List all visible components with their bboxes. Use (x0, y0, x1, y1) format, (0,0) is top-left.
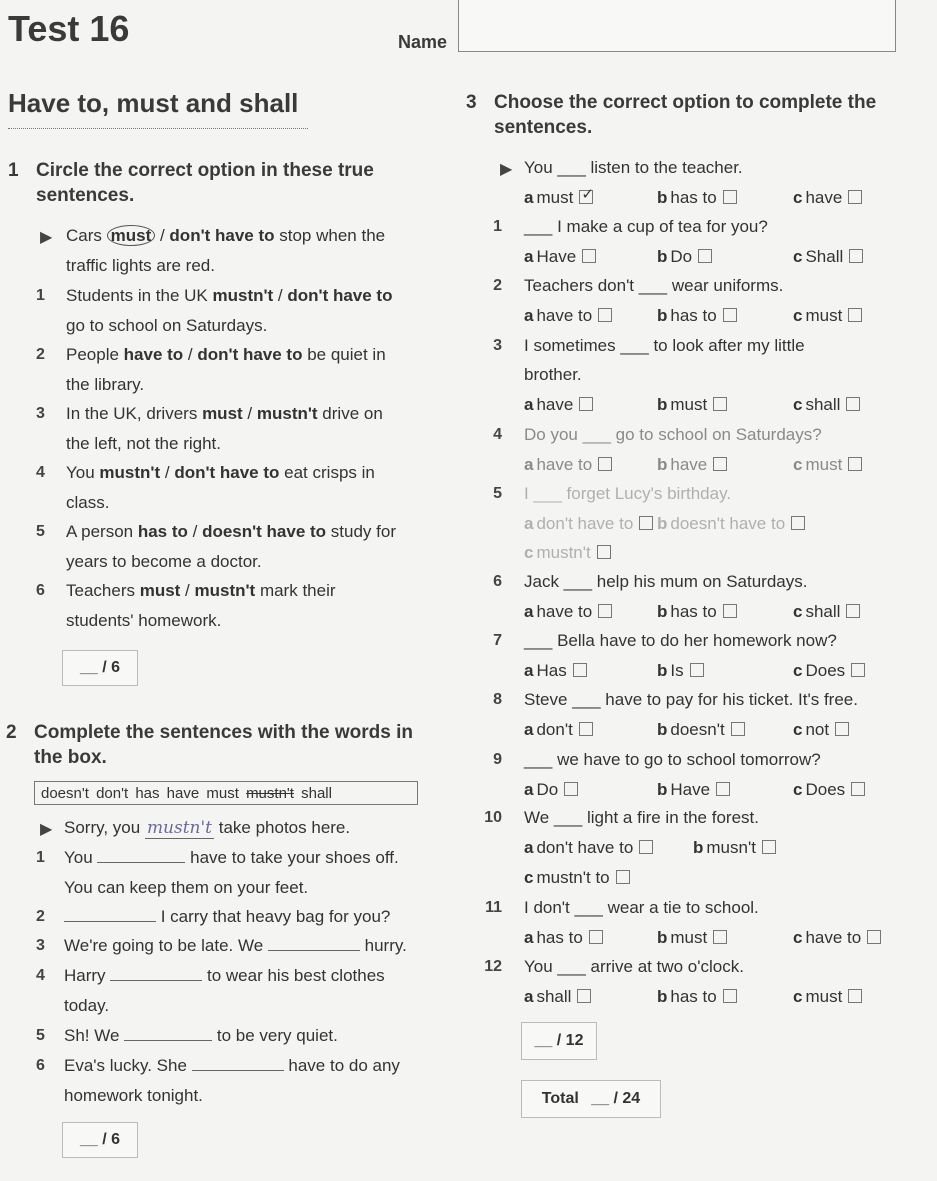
item-text: You mustn't / don't have to eat crisps in (66, 463, 375, 482)
item-text: I ___ forget Lucy's birthday. (524, 484, 732, 503)
word: don't (96, 785, 129, 802)
option-text: have (536, 395, 574, 414)
option-letter: b (657, 987, 668, 1006)
option-b[interactable] (657, 188, 737, 208)
option-letter: b (657, 455, 668, 474)
answer-blank[interactable] (97, 848, 185, 863)
option-letter: c (793, 395, 803, 414)
option-separator: / (273, 286, 288, 305)
checkbox-icon[interactable] (597, 545, 611, 559)
option-text: have (805, 188, 843, 207)
item-number: 7 (493, 632, 502, 649)
option-letter: a (524, 455, 534, 474)
q3-heading (466, 90, 906, 140)
q3-instruction-line1: Choose the correct option to complete the (494, 92, 877, 113)
checkbox-icon[interactable] (723, 989, 737, 1003)
checkbox-icon[interactable] (690, 663, 704, 677)
option-text: shall (805, 602, 841, 621)
option-letter: a (524, 247, 534, 266)
option-letter: c (793, 720, 803, 739)
option-b[interactable] (657, 602, 737, 622)
option-letter: b (657, 661, 668, 680)
option-a[interactable] (524, 514, 653, 534)
option-1[interactable]: must (202, 404, 243, 423)
item-number: 1 (36, 849, 45, 866)
checkbox-icon[interactable] (762, 840, 776, 854)
option-text: have to (536, 306, 593, 325)
item-text: We're going to be late. We hurry. (64, 936, 407, 955)
option-text: doesn't (670, 720, 725, 739)
q3-instruction-line2: sentences. (494, 117, 593, 138)
option-b[interactable] (657, 928, 727, 948)
option-text: has to (670, 306, 717, 325)
item-text: ___ Bella have to do her homework now? (524, 631, 837, 650)
example-arrow-icon: ▶ (40, 229, 53, 246)
item-text-line2: the left, not the right. (66, 434, 221, 453)
word: shall (301, 785, 332, 802)
option-c[interactable] (793, 780, 865, 800)
option-text: Do (536, 780, 559, 799)
option-b[interactable] (657, 455, 727, 475)
option-separator: / (180, 581, 195, 600)
option-letter: b (657, 247, 668, 266)
item-text-line2: the library. (66, 375, 145, 394)
option-text: must (536, 188, 574, 207)
option-text: has to (536, 928, 583, 947)
item-text: Jack ___ help his mum on Saturdays. (524, 572, 808, 591)
total-score: __ / 24 (591, 1090, 641, 1107)
checkbox-icon[interactable] (848, 457, 862, 471)
checkbox-icon[interactable] (716, 782, 730, 796)
item-text: Teachers must / mustn't mark their (66, 581, 336, 600)
answer-blank[interactable] (124, 1026, 212, 1041)
option-letter: b (657, 928, 668, 947)
item-number: 4 (36, 967, 45, 984)
option-b[interactable] (657, 514, 805, 534)
q2-instruction-line2: the box. (34, 747, 107, 768)
option-b[interactable] (657, 395, 727, 415)
item-number: 6 (36, 1057, 45, 1074)
option-2[interactable]: mustn't (256, 404, 318, 423)
item-text: Eva's lucky. She have to do any (64, 1056, 400, 1075)
word: doesn't (41, 785, 89, 802)
word-struck: mustn't (246, 785, 294, 802)
option-separator: / (187, 522, 203, 541)
item-number: 10 (484, 809, 502, 826)
option-letter: c (793, 780, 803, 799)
q1-heading (8, 158, 428, 208)
option-letter: a (524, 780, 534, 799)
option-letter: b (657, 514, 668, 533)
section-divider (8, 128, 308, 129)
q1-number: 1 (8, 160, 19, 181)
name-label: Name (398, 32, 448, 52)
q3-number: 3 (466, 92, 477, 113)
option-2[interactable]: don't have to (174, 463, 280, 482)
total-label: Total (541, 1090, 579, 1107)
option-c[interactable] (793, 247, 863, 267)
option-text: have to (536, 602, 593, 621)
checkbox-icon[interactable] (849, 249, 863, 263)
q1-instruction-line2: sentences. (36, 185, 135, 206)
option-text: Does (805, 661, 846, 680)
checkbox-icon[interactable] (598, 604, 612, 618)
item-number: 12 (484, 958, 502, 975)
option-letter: c (793, 602, 803, 621)
item-text: Students in the UK mustn't / don't have to (66, 286, 393, 305)
item-number: 2 (36, 908, 45, 925)
option-text: must (670, 928, 708, 947)
option-letter: a (524, 661, 534, 680)
option-separator: / (183, 345, 198, 364)
option-b[interactable] (657, 661, 704, 681)
item-text: Sh! We to be very quiet. (64, 1026, 338, 1045)
item-text: I sometimes ___ to look after my little (524, 336, 805, 355)
option-text: Shall (805, 247, 844, 266)
item-text-line2: homework tonight. (64, 1086, 203, 1105)
option-letter: c (793, 661, 803, 680)
item-text: In the UK, drivers must / mustn't drive on (66, 404, 383, 423)
checkbox-icon[interactable] (723, 604, 737, 618)
option-text: Have (536, 247, 577, 266)
q3-score-box: __ / 12 (521, 1022, 597, 1060)
option-c[interactable] (793, 720, 849, 740)
option-text: have to (805, 928, 862, 947)
option-letter: a (524, 928, 534, 947)
option-a[interactable] (524, 602, 612, 622)
item-text-line2: students' homework. (66, 611, 222, 630)
checkbox-icon[interactable] (846, 604, 860, 618)
answer-blank[interactable] (110, 966, 202, 981)
answer-blank[interactable] (64, 907, 156, 922)
example-arrow-icon: ▶ (500, 161, 513, 178)
answer-blank[interactable] (268, 936, 360, 951)
item-text: You ___ arrive at two o'clock. (524, 957, 744, 976)
option-c[interactable] (793, 395, 860, 415)
option-text: shall (536, 987, 572, 1006)
option-letter: b (657, 395, 668, 414)
checkbox-icon[interactable] (835, 722, 849, 736)
item-text: People have to / don't have to be quiet in (66, 345, 386, 364)
option-text: don't have to (536, 838, 634, 857)
item-number: 4 (493, 426, 502, 443)
option-text: have to (536, 455, 593, 474)
option-c[interactable] (793, 661, 865, 681)
option-letter: b (657, 188, 668, 207)
option-c[interactable] (793, 602, 860, 622)
option-text: musn't (706, 838, 756, 857)
option-letter: a (524, 720, 534, 739)
option-1[interactable]: mustn't (212, 286, 274, 305)
option-letter: a (524, 602, 534, 621)
option-b[interactable] (657, 247, 712, 267)
option-a[interactable] (524, 247, 596, 267)
word: must (206, 785, 239, 802)
checkbox-icon[interactable] (846, 397, 860, 411)
option-letter: c (793, 987, 803, 1006)
example-arrow-icon: ▶ (40, 821, 53, 838)
option-1[interactable]: has to (137, 522, 188, 541)
item-number: 6 (36, 582, 45, 599)
item-text: You ___ listen to the teacher. (524, 158, 743, 177)
q2-score-box: __ / 6 (62, 1122, 138, 1158)
option-c[interactable] (793, 455, 862, 475)
option-2[interactable]: don't have to (197, 345, 303, 364)
item-text: Teachers don't ___ wear uniforms. (524, 276, 784, 295)
option-text: mustn't (536, 543, 591, 562)
option-b[interactable] (693, 838, 776, 858)
option-text: don't (536, 720, 573, 739)
section-title: Have to, must and shall (8, 88, 299, 118)
checkbox-icon[interactable] (616, 870, 630, 884)
item-text: We ___ light a fire in the forest. (524, 808, 759, 827)
option-letter: c (793, 928, 803, 947)
item-number: 5 (36, 1027, 45, 1044)
circled-answer: must (107, 225, 156, 246)
option-letter: c (524, 543, 534, 562)
item-number: 9 (493, 751, 502, 768)
item-text: You have to take your shoes off. (64, 848, 399, 867)
option-b[interactable] (657, 987, 737, 1007)
checkbox-icon[interactable] (582, 249, 596, 263)
option-c[interactable] (793, 306, 862, 326)
item-text-line2: today. (64, 996, 110, 1015)
item-number: 3 (36, 405, 45, 422)
option-text: has to (670, 987, 717, 1006)
q2-number: 2 (6, 722, 17, 743)
option-c[interactable] (793, 188, 862, 208)
item-number: 5 (493, 485, 502, 502)
item-text-line2: You can keep them on your feet. (64, 878, 309, 897)
option-text: must (670, 395, 708, 414)
option-separator: / (242, 404, 257, 423)
option-text: shall (805, 395, 841, 414)
checkbox-icon[interactable] (713, 397, 727, 411)
item-text-line2: years to become a doctor. (66, 552, 262, 571)
option-c[interactable] (524, 543, 611, 563)
option-a[interactable] (524, 306, 612, 326)
option-a[interactable] (524, 188, 593, 208)
option-letter: a (524, 306, 534, 325)
option-letter: c (793, 306, 803, 325)
checkbox-icon[interactable] (731, 722, 745, 736)
item-text: Steve ___ have to pay for his ticket. It's free. (524, 690, 858, 709)
checkbox-icon[interactable] (848, 308, 862, 322)
option-text: must (805, 455, 843, 474)
option-b[interactable] (657, 780, 730, 800)
option-2[interactable]: doesn't have to (202, 522, 327, 541)
item-text: Harry to wear his best clothes (64, 966, 385, 985)
option-c[interactable] (793, 928, 881, 948)
option-letter: b (657, 780, 668, 799)
checkbox-icon[interactable] (598, 308, 612, 322)
option-letter: c (793, 247, 803, 266)
word: have (166, 785, 200, 802)
checkbox-icon[interactable] (791, 516, 805, 530)
item-number: 1 (493, 218, 502, 235)
item-text: ___ I make a cup of tea for you? (524, 217, 768, 236)
item-text: I carry that heavy bag for you? (64, 907, 390, 927)
option-text: Is (670, 661, 684, 680)
q2-instruction-line1: Complete the sentences with the words in (34, 722, 414, 743)
item-text-line2: go to school on Saturdays. (66, 316, 268, 335)
option-separator: / (160, 463, 175, 482)
q1-score-box: __ / 6 (62, 650, 138, 686)
checkbox-icon[interactable] (851, 782, 865, 796)
word-box (34, 781, 418, 805)
option-text: Has (536, 661, 567, 680)
option-a[interactable] (524, 661, 587, 681)
option-letter: c (793, 188, 803, 207)
option-text: Do (670, 247, 693, 266)
checkbox-icon[interactable] (573, 663, 587, 677)
name-field[interactable] (458, 0, 896, 52)
item-number: 8 (493, 691, 502, 708)
checkbox-icon[interactable] (723, 308, 737, 322)
checkbox-icon[interactable] (579, 722, 593, 736)
option-a[interactable] (524, 720, 593, 740)
option-2[interactable]: don't have to (287, 286, 393, 305)
option-text: mustn't to (536, 868, 610, 887)
checkbox-icon[interactable] (598, 457, 612, 471)
option-a[interactable] (524, 838, 653, 858)
checkbox-icon[interactable] (851, 663, 865, 677)
checkbox-icon[interactable] (639, 840, 653, 854)
option-letter: a (524, 395, 534, 414)
item-text: Do you ___ go to school on Saturdays? (524, 425, 822, 444)
item-number: 3 (36, 937, 45, 954)
checkbox-icon[interactable] (723, 190, 737, 204)
word: has (135, 785, 160, 802)
q2-heading (6, 720, 436, 770)
item-number: 6 (493, 573, 502, 590)
item-number: 3 (493, 337, 502, 354)
handwritten-answer: mustn't (146, 818, 213, 838)
option-b[interactable] (657, 720, 745, 740)
item-text-line2: class. (66, 493, 110, 512)
item-number: 1 (36, 287, 45, 304)
checkbox-icon[interactable] (639, 516, 653, 530)
option-letter: a (524, 987, 534, 1006)
option-text: not (805, 720, 830, 739)
option-a[interactable] (524, 928, 603, 948)
option-a[interactable] (524, 455, 612, 475)
checkbox-icon[interactable] (713, 457, 727, 471)
option-letter: c (524, 868, 534, 887)
item-number: 4 (36, 464, 45, 481)
option-a[interactable] (524, 987, 591, 1007)
option-text: Have (670, 780, 711, 799)
option-1[interactable]: must (139, 581, 181, 600)
checkbox-icon[interactable] (564, 782, 578, 796)
option-a[interactable] (524, 395, 593, 415)
item-text-line2: brother. (524, 365, 582, 384)
total-score-box (521, 1080, 661, 1118)
option-text: must (805, 987, 843, 1006)
checkbox-icon[interactable] (848, 989, 862, 1003)
item-number: 11 (485, 899, 502, 916)
test-title: Test 16 (8, 8, 130, 49)
option-letter: b (657, 720, 668, 739)
option-text: Does (805, 780, 846, 799)
answer-blank[interactable] (192, 1056, 284, 1071)
item-number: 2 (493, 277, 502, 294)
option-text: have (670, 455, 708, 474)
checkbox-icon[interactable] (848, 190, 862, 204)
option-letter: b (657, 602, 668, 621)
option-letter: a (524, 188, 534, 207)
checkbox-icon[interactable] (713, 930, 727, 944)
option-1[interactable]: have to (123, 345, 184, 364)
option-text: don't have to (536, 514, 634, 533)
option-text: must (805, 306, 843, 325)
checkbox-icon[interactable] (577, 989, 591, 1003)
checked-box-icon[interactable] (579, 190, 593, 204)
item-text: A person has to / doesn't have to study for (66, 522, 396, 541)
option-letter: a (524, 838, 534, 857)
option-letter: b (693, 838, 704, 857)
item-text: I don't ___ wear a tie to school. (524, 898, 759, 917)
option-text: has to (670, 602, 717, 621)
option-letter: a (524, 514, 534, 533)
option-c[interactable] (524, 868, 630, 888)
option-letter: c (793, 455, 803, 474)
option-2[interactable]: mustn't (194, 581, 256, 600)
option-text: has to (670, 188, 717, 207)
option-text: doesn't have to (670, 514, 786, 533)
checkbox-icon[interactable] (698, 249, 712, 263)
option-1[interactable]: mustn't (99, 463, 161, 482)
item-number: 5 (36, 523, 45, 540)
option-letter: b (657, 306, 668, 325)
checkbox-icon[interactable] (867, 930, 881, 944)
option-c[interactable] (793, 987, 862, 1007)
item-number: 2 (36, 346, 45, 363)
checkbox-icon[interactable] (579, 397, 593, 411)
option-a[interactable] (524, 780, 578, 800)
option-b[interactable] (657, 306, 737, 326)
checkbox-icon[interactable] (589, 930, 603, 944)
item-text: ___ we have to go to school tomorrow? (524, 750, 821, 769)
q1-instruction-line1: Circle the correct option in these true (36, 160, 374, 181)
